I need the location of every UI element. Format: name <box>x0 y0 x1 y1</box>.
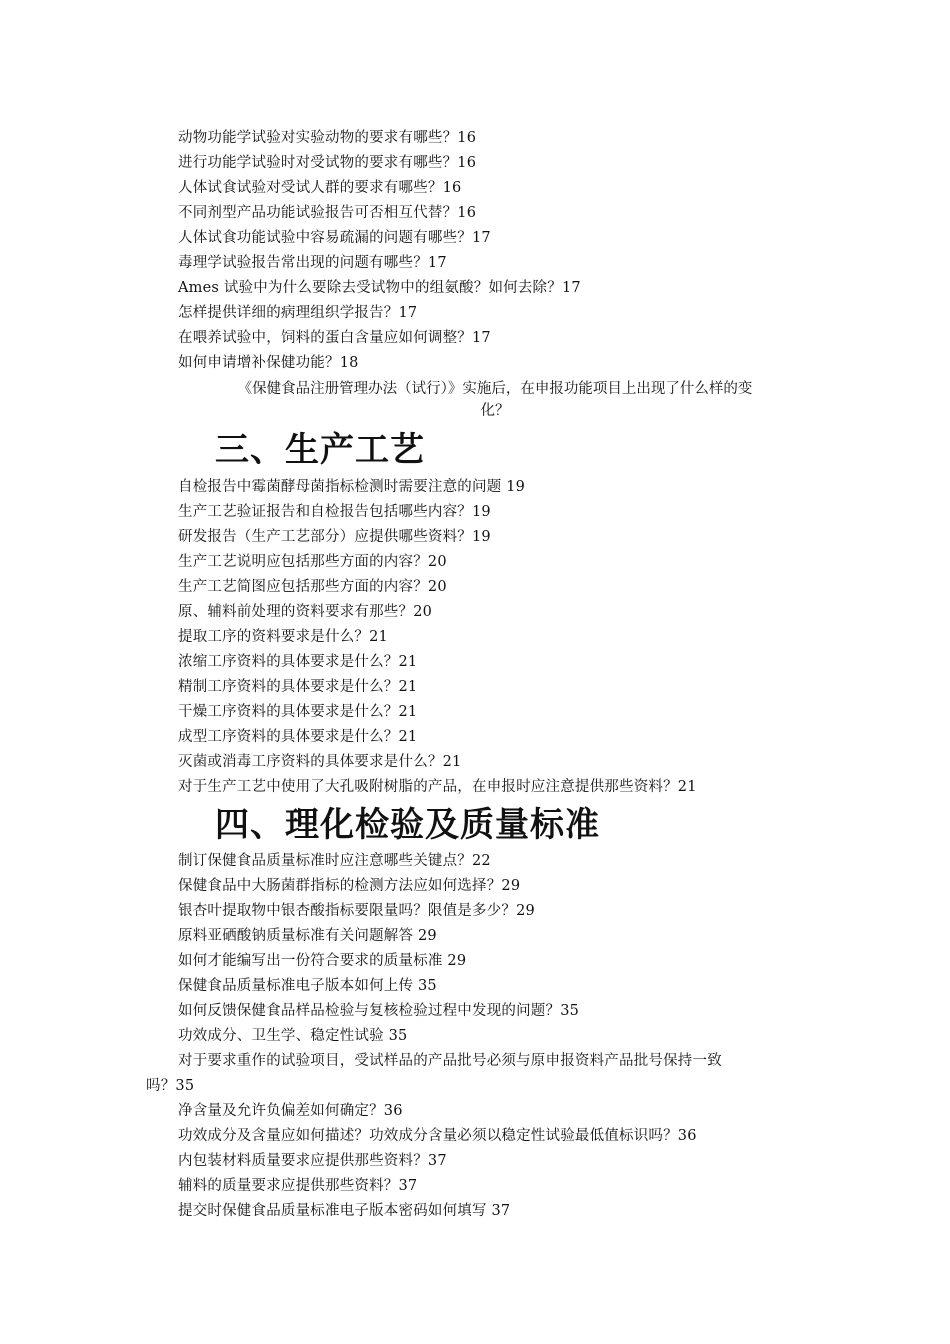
toc-entry[interactable]: 生产工艺验证报告和自检报告包括哪些内容？19 <box>178 504 491 520</box>
toc-entry[interactable]: 功效成分、卫生学、稳定性试验 35 <box>178 1028 408 1044</box>
toc-entry-line1: 对于要求重作的试验项目，受试样品的产品批号必须与原申报资料产品批号保持一致 <box>178 1053 722 1069</box>
toc-entry[interactable]: 如何申请增补保健功能？18 <box>178 355 359 371</box>
toc-entry[interactable]: 生产工艺说明应包括那些方面的内容？20 <box>178 554 447 570</box>
toc-entry[interactable]: 保健食品中大肠菌群指标的检测方法应如何选择？29 <box>178 878 521 894</box>
toc-entry[interactable]: 制订保健食品质量标准时应注意哪些关键点？22 <box>178 853 491 869</box>
toc-entry[interactable]: 不同剂型产品功能试验报告可否相互代替？16 <box>178 205 477 221</box>
toc-entry[interactable]: Ames 试验中为什么要除去受试物中的组氨酸？如何去除？17 <box>178 280 581 296</box>
toc-entry[interactable]: 对于生产工艺中使用了大孔吸附树脂的产品，在申报时应注意提供那些资料？21 <box>178 779 697 795</box>
toc-entry[interactable]: 内包装材料质量要求应提供那些资料？37 <box>178 1153 447 1169</box>
toc-entry-line2: 吗？35 <box>146 1078 195 1094</box>
toc-entry[interactable]: 精制工序资料的具体要求是什么？21 <box>178 679 418 695</box>
toc-entry[interactable]: 原料亚硒酸钠质量标准有关问题解答 29 <box>178 928 437 944</box>
toc-entry[interactable]: 提取工序的资料要求是什么？21 <box>178 629 388 645</box>
toc-entry[interactable]: 如何反馈保健食品样品检验与复核检验过程中发现的问题？35 <box>178 1003 580 1019</box>
toc-entry[interactable]: 在喂养试验中，饲料的蛋白含量应如何调整？17 <box>178 330 491 346</box>
toc-entry[interactable]: 研发报告（生产工艺部分）应提供哪些资料？19 <box>178 529 491 545</box>
toc-entry[interactable]: 银杏叶提取物中银杏酸指标要限量吗？限值是多少？29 <box>178 903 535 919</box>
toc-entry[interactable]: 保健食品质量标准电子版本如何上传 35 <box>178 978 437 994</box>
toc-entry[interactable]: 灭菌或消毒工序资料的具体要求是什么？21 <box>178 754 462 770</box>
toc-entry[interactable]: 自检报告中霉菌酵母菌指标检测时需要注意的问题 19 <box>178 479 526 495</box>
section-heading-4: 四、理化检验及质量标准 <box>215 805 600 845</box>
section-heading-3: 三、生产工艺 <box>215 430 425 470</box>
toc-entry[interactable]: 成型工序资料的具体要求是什么？21 <box>178 729 418 745</box>
toc-entry[interactable]: 进行功能学试验时对受试物的要求有哪些？16 <box>178 155 477 171</box>
toc-entry-wrapped[interactable] <box>190 378 800 422</box>
toc-entry[interactable]: 人体试食功能试验中容易疏漏的问题有哪些？17 <box>178 230 491 246</box>
toc-entry-line1: 《保健食品注册管理办法（试行）》实施后，在申报功能项目上出现了什么样的变 <box>237 381 753 397</box>
toc-entry[interactable]: 净含量及允许负偏差如何确定？36 <box>178 1103 403 1119</box>
toc-entry[interactable]: 辅料的质量要求应提供那些资料？37 <box>178 1178 418 1194</box>
toc-entry[interactable]: 提交时保健食品质量标准电子版本密码如何填写 37 <box>178 1203 511 1219</box>
toc-entry-line2: 化？ <box>480 403 510 419</box>
toc-entry[interactable]: 生产工艺简图应包括那些方面的内容？20 <box>178 579 447 595</box>
toc-entry[interactable]: 人体试食试验对受试人群的要求有哪些？16 <box>178 180 462 196</box>
toc-entry[interactable]: 功效成分及含量应如何描述？功效成分含量必须以稳定性试验最低值标识吗？36 <box>178 1128 697 1144</box>
toc-entry[interactable]: 怎样提供详细的病理组织学报告？17 <box>178 305 418 321</box>
toc-entry[interactable]: 动物功能学试验对实验动物的要求有哪些？16 <box>178 130 477 146</box>
toc-entry[interactable]: 原、辅料前处理的资料要求有那些？20 <box>178 604 433 620</box>
toc-entry[interactable]: 毒理学试验报告常出现的问题有哪些？17 <box>178 255 447 271</box>
toc-entry[interactable]: 浓缩工序资料的具体要求是什么？21 <box>178 654 418 670</box>
toc-entry[interactable]: 如何才能编写出一份符合要求的质量标准 29 <box>178 953 467 969</box>
toc-entry[interactable]: 干燥工序资料的具体要求是什么？21 <box>178 704 418 720</box>
